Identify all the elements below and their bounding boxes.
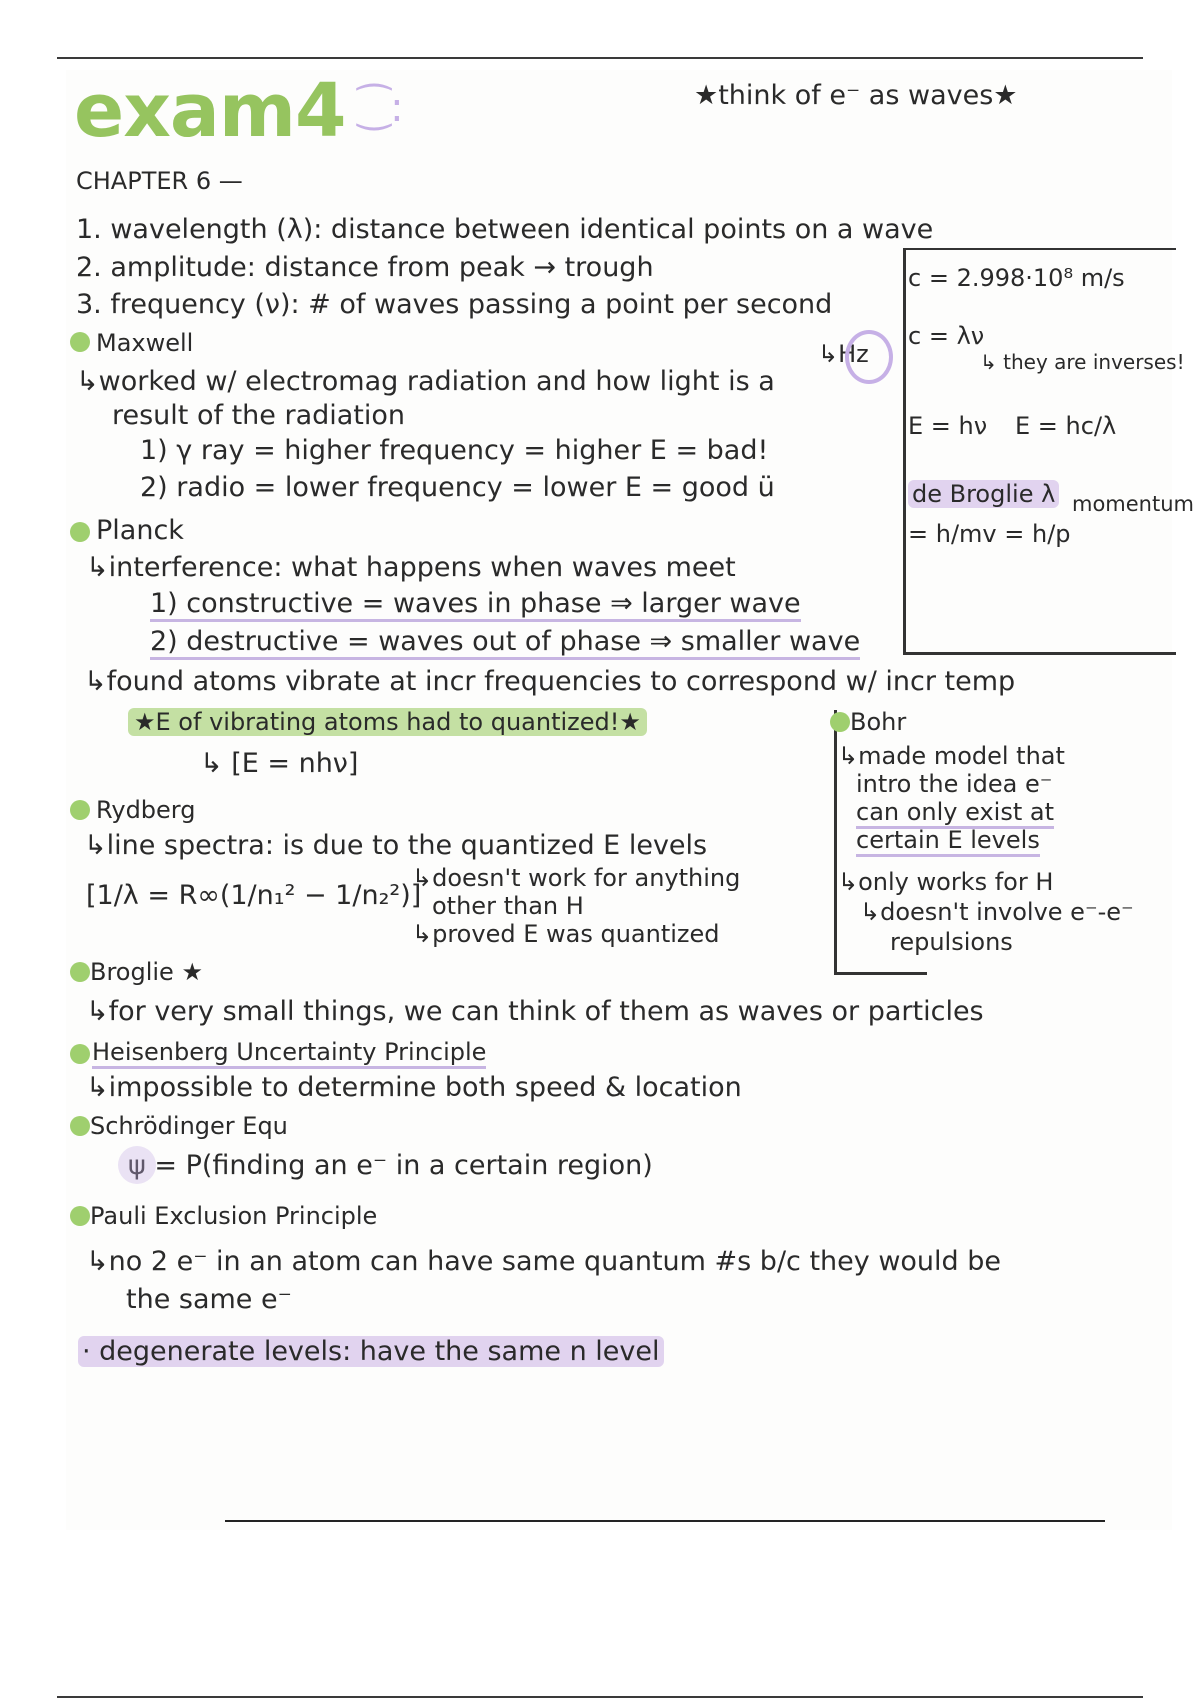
title-squiggle: ⁐:: [358, 85, 404, 131]
broglie-description: ↳for very small things, we can think of them as waves or particles: [86, 996, 984, 1027]
broglie-bullet: [70, 962, 90, 982]
energy-equation-1: E = hν: [908, 412, 988, 440]
formula-box: [903, 248, 1176, 655]
pauli-description-1: ↳no 2 e⁻ in an atom can have same quantum #s b/c they would be: [86, 1246, 1002, 1277]
rydberg-bullet: [70, 800, 90, 820]
maxwell-description-2: result of the radiation: [112, 400, 406, 431]
top-rule: [57, 57, 1143, 59]
schrodinger-bullet: [70, 1116, 90, 1136]
bohr-line-2: intro the idea e⁻: [856, 770, 1053, 798]
wave-equation: c = λν: [908, 322, 985, 350]
definition-wavelength: 1. wavelength (λ): distance between identical points on a wave: [76, 214, 934, 245]
destructive-text: 2) destructive = waves out of phase ⇒ smaller wave: [150, 626, 860, 660]
page-title: exam4: [74, 68, 346, 154]
maxwell-heading: Maxwell: [96, 329, 194, 357]
rydberg-note-3: ↳proved E was quantized: [412, 920, 720, 948]
planck-found: ↳found atoms vibrate at incr frequencies to correspond w/ incr temp: [84, 666, 1016, 697]
bottom-rule: [57, 1696, 1143, 1698]
bohr-heading: Bohr: [850, 708, 907, 736]
schrodinger-description: ψ = P(finding an e⁻ in a certain region): [128, 1150, 653, 1181]
planck-quantized-line: [128, 706, 647, 738]
heisenberg-bullet: [70, 1044, 90, 1064]
rydberg-description: ↳line spectra: is due to the quantized E levels: [84, 830, 708, 861]
rydberg-note-1: ↳doesn't work for anything: [412, 864, 741, 892]
de-broglie-equation: = h/mv = h/p: [908, 520, 1071, 548]
bohr-bullet: [830, 712, 850, 732]
bohr-line-3-text: can only exist at: [856, 798, 1054, 829]
pauli-description-2: the same e⁻: [126, 1284, 292, 1315]
planck-interference: ↳interference: what happens when waves meet: [86, 552, 736, 583]
heisenberg-heading: [92, 1036, 486, 1068]
planck-heading: Planck: [96, 515, 184, 546]
psi-highlight: [118, 1146, 156, 1184]
momentum-note: momentum: [1072, 492, 1194, 516]
de-broglie-text: de Broglie λ: [908, 480, 1059, 508]
heisenberg-description: ↳impossible to determine both speed & location: [86, 1072, 742, 1103]
bohr-line-1: ↳made model that: [838, 742, 1065, 770]
bohr-line-5: ↳only works for H: [838, 868, 1054, 896]
bohr-line-4-text: certain E levels: [856, 826, 1040, 857]
maxwell-gamma-ray: 1) γ ray = higher frequency = higher E = bad!: [140, 435, 769, 466]
bohr-line-7: repulsions: [890, 928, 1013, 956]
constructive-text: 1) constructive = waves in phase ⇒ larger wave: [150, 588, 801, 622]
page-end-rule: [225, 1520, 1105, 1522]
planck-quantized-highlight: ★E of vibrating atoms had to quantized!★: [128, 708, 647, 736]
hz-circle: [845, 330, 893, 384]
hz-note: ↳Hz: [818, 340, 869, 368]
definition-amplitude: 2. amplitude: distance from peak → trough: [76, 252, 654, 283]
bohr-line-6: ↳doesn't involve e⁻-e⁻: [860, 898, 1134, 926]
planck-constructive: [150, 588, 801, 620]
planck-formula: ↳ [E = nhν]: [200, 748, 359, 779]
bohr-line-4: [856, 824, 1040, 856]
pauli-bullet: [70, 1206, 90, 1226]
chapter-heading: CHAPTER 6 —: [76, 167, 243, 195]
maxwell-radio: 2) radio = lower frequency = lower E = good ü: [140, 472, 775, 503]
planck-destructive: [150, 626, 860, 658]
heisenberg-heading-text: Heisenberg Uncertainty Principle: [92, 1038, 486, 1069]
schrodinger-heading: Schrödinger Equ: [90, 1112, 288, 1140]
rydberg-heading: Rydberg: [96, 796, 196, 824]
maxwell-description-1: ↳worked w/ electromag radiation and how light is a: [76, 366, 775, 397]
inverses-note: ↳ they are inverses!: [980, 350, 1185, 374]
de-broglie-label: [908, 478, 1059, 510]
speed-of-light: c = 2.998·10⁸ m/s: [908, 264, 1125, 292]
degenerate-levels-text: · degenerate levels: have the same n level: [78, 1336, 664, 1367]
rydberg-note-2: other than H: [432, 892, 584, 920]
rydberg-formula: [1/λ = R∞(1/n₁² − 1/n₂²)]: [86, 880, 422, 911]
degenerate-levels: [78, 1336, 664, 1368]
definition-frequency: 3. frequency (ν): # of waves passing a point per second: [76, 289, 833, 320]
top-note: ★think of e⁻ as waves★: [694, 80, 1018, 111]
pauli-heading: Pauli Exclusion Principle: [90, 1202, 378, 1230]
planck-bullet: [70, 522, 90, 542]
maxwell-bullet: [70, 332, 90, 352]
energy-equation-2: E = hc/λ: [1015, 412, 1117, 440]
broglie-heading: Broglie ★: [90, 958, 203, 986]
